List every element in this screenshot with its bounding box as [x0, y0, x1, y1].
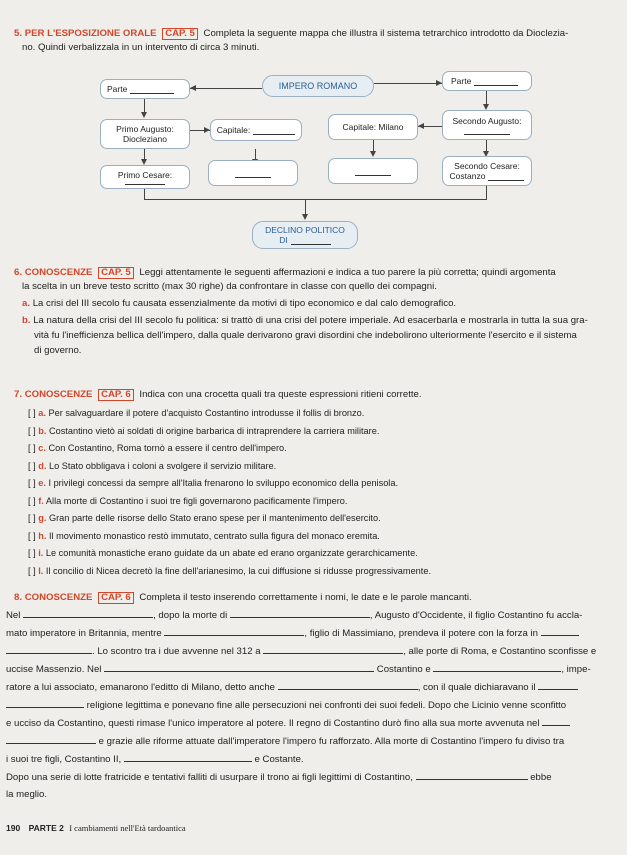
ex7-item-text: Le comunità monastiche erano guidate da un abate ed erano organizzate gerarchicamente.	[45, 548, 418, 558]
ex8-text: , Augusto d'Occidente, il figlio Costantino fu accla-	[369, 610, 583, 621]
ex7-checkbox[interactable]: [ ]	[28, 548, 36, 558]
ex8-line-10	[6, 771, 552, 784]
ex7-item-letter: h.	[38, 530, 47, 541]
ex8-blank[interactable]	[263, 645, 403, 654]
ex8-blank[interactable]	[23, 609, 153, 618]
ex6-option-b-text-line2: vità fu l'inefficienza bellica dell'impero, dalla quale derivarono gravi disordini che indebolirono ulteriormente l'esercito e il sistema	[34, 330, 577, 341]
ex7-checkbox[interactable]: [ ]	[28, 408, 36, 418]
ex7-item-text: Alla morte di Costantino i suoi tre figli governarono pacificamente l'impero.	[45, 495, 348, 506]
ex7-item-text: Con Costantino, Roma tornò a essere il centro dell'impero.	[48, 443, 287, 453]
map-primo-cesare-blank	[125, 180, 165, 185]
ex8-line-2	[6, 627, 579, 640]
ex5-chapter-badge: CAP. 5	[162, 28, 198, 40]
ex6-option-b[interactable]	[22, 315, 588, 327]
ex8-blank[interactable]	[124, 753, 252, 762]
map-line-horizontal	[144, 199, 487, 200]
ex8-blank[interactable]	[230, 609, 370, 618]
ex7-item[interactable]	[28, 408, 431, 426]
ex7-checkbox[interactable]: [ ]	[28, 460, 36, 471]
ex7-item[interactable]	[28, 513, 431, 531]
ex8-text: , alle porte di Roma, e Costantino sconfisse e	[403, 646, 597, 657]
ex7-checkbox[interactable]: [ ]	[28, 478, 36, 488]
ex8-blank[interactable]	[104, 663, 374, 672]
ex8-text: ratore a lui associato, emanarono l'editto di Milano, detto anche	[6, 682, 276, 693]
ex8-instruction: Completa il testo inserendo correttamente i nomi, le date e le parole mancanti.	[139, 592, 472, 603]
ex6-option-b-text-line1: La natura della crisi del III secolo fu politica: si trattò di una crisi del potere imperiale. Ad esacerbarla e mostrarla in tutta la sua gra-	[33, 315, 588, 326]
ex7-item-text: Lo Stato obbligava i coloni a svolgere il servizio militare.	[48, 460, 277, 471]
ex8-text: , figlio di Massimiano, prendeva il potere con la forza in	[304, 628, 538, 639]
ex6-option-a-text: La crisi del III secolo fu causata essenzialmente da motivi di tipo economico e dal calo demografico.	[32, 298, 457, 309]
ex7-item-text: Per salvaguardare il potere d'acquisto Costantino introdusse il follis di bronzo.	[48, 408, 365, 418]
ex8-text: e Costante.	[254, 754, 304, 765]
map-capitale-milano-label: Capitale: Milano	[342, 122, 404, 132]
ex8-text: Nel	[6, 610, 21, 621]
ex8-chapter-badge: CAP. 6	[98, 592, 134, 604]
ex7-checkbox[interactable]: [ ]	[28, 425, 36, 436]
map-blank-1	[235, 169, 271, 178]
ex8-line-11: la meglio.	[6, 789, 48, 800]
map-primo-augusto-name: Diocleziano	[123, 134, 167, 144]
ex7-item-letter: c.	[38, 443, 46, 453]
map-arrowhead	[190, 85, 196, 91]
ex8-blank[interactable]	[278, 681, 418, 690]
ex7-item[interactable]	[28, 443, 431, 461]
ex6-option-a-letter: a.	[22, 298, 31, 309]
map-line-down	[144, 189, 145, 199]
map-box-secondo-augusto[interactable]	[442, 110, 532, 140]
ex8-number: 8.	[14, 592, 23, 603]
ex8-line-3	[6, 645, 596, 658]
ex6-number: 6.	[14, 267, 23, 278]
map-line-impero-left	[190, 88, 262, 89]
ex6-heading: CONOSCENZE	[24, 267, 93, 278]
ex7-item[interactable]	[28, 496, 431, 514]
ex6-instruction-line2: la scelta in un breve testo scritto (max 30 righe) da confrontare in classe con quello dei compagni.	[22, 281, 437, 292]
ex7-item-text: Il concilio di Nicea decretò la fine dell'arianesimo, la cui diffusione si ridusse progressivamente.	[45, 565, 432, 576]
ex8-line-1	[6, 609, 582, 622]
ex7-checkbox[interactable]: [ ]	[28, 513, 36, 523]
map-line-impero-right	[374, 83, 442, 84]
ex8-text: , dopo la morte di	[153, 610, 228, 621]
map-arrowhead	[204, 127, 210, 133]
ex7-item[interactable]	[28, 531, 431, 549]
ex8-line-8	[6, 735, 564, 748]
map-box-primo-augusto	[100, 119, 190, 149]
map-primo-augusto-label: Primo Augusto:	[116, 124, 174, 134]
map-arrowhead	[436, 80, 442, 86]
map-impero-label: IMPERO ROMANO	[278, 81, 358, 91]
ex8-text: , con il quale dichiaravano il	[417, 682, 536, 693]
ex8-text: mato imperatore in Britannia, mentre	[6, 628, 162, 639]
map-box-capitale-milano	[328, 114, 418, 140]
map-secondo-augusto-blank	[464, 126, 510, 135]
ex5-number: 5.	[14, 28, 23, 39]
ex7-checkbox[interactable]: [ ]	[28, 565, 36, 576]
ex8-blank[interactable]	[542, 717, 570, 726]
ex5-title	[14, 28, 568, 40]
map-parte-left-blank	[130, 85, 174, 94]
footer-title: I cambiamenti nell'Età tardoantica	[69, 823, 186, 833]
ex8-blank[interactable]	[433, 663, 561, 672]
ex8-heading: CONOSCENZE	[24, 592, 93, 603]
ex7-item-letter: b.	[38, 425, 47, 436]
map-declino-label: DECLINO POLITICO	[265, 225, 345, 235]
ex8-blank[interactable]	[6, 699, 84, 708]
ex8-blank[interactable]	[541, 627, 579, 636]
ex8-title	[14, 592, 472, 604]
ex7-title	[14, 389, 422, 401]
ex8-blank[interactable]	[6, 735, 96, 744]
map-line-down	[305, 199, 306, 215]
ex8-text: Dopo una serie di lotte fratricide e tentativi falliti di usurpare il trono ai figli legittimi di Costantino,	[6, 772, 413, 783]
ex7-item[interactable]	[28, 461, 431, 479]
ex8-blank[interactable]	[538, 681, 578, 690]
ex8-text: , impe-	[561, 664, 591, 675]
ex7-instruction: Indica con una crocetta quali tra queste espressioni ritieni corrette.	[139, 389, 422, 400]
ex7-item[interactable]	[28, 548, 431, 566]
ex7-item-letter: a.	[38, 408, 46, 418]
ex8-line-7	[6, 717, 570, 730]
ex7-item[interactable]	[28, 566, 431, 584]
map-box-impero-romano	[262, 75, 374, 97]
map-box-blank-1[interactable]	[208, 160, 298, 186]
ex6-option-b-text-line3: di governo.	[34, 345, 82, 356]
ex7-number: 7.	[14, 389, 23, 400]
ex5-instruction: Completa la seguente mappa che illustra il sistema tetrarchico introdotto da Dioclezia-	[203, 28, 569, 39]
map-capitale-blank	[253, 126, 295, 135]
map-box-primo-cesare[interactable]	[100, 165, 190, 189]
ex7-item-letter: l.	[38, 565, 44, 576]
map-line-down	[144, 99, 145, 113]
map-secondo-cesare-blank	[488, 172, 524, 181]
ex8-blank[interactable]	[164, 627, 304, 636]
ex8-text: ebbe	[530, 772, 552, 783]
map-box-blank-2[interactable]	[328, 158, 418, 184]
map-box-capitale-blank[interactable]	[210, 119, 302, 141]
map-declino-di: DI	[279, 235, 288, 245]
map-arrowhead	[302, 214, 308, 220]
ex5-instruction-line2: no. Quindi verbalizzala in un intervento di circa 3 minuti.	[22, 42, 260, 53]
ex7-item-letter: e.	[38, 478, 46, 488]
map-arrowhead	[418, 123, 424, 129]
ex7-item-text: Il movimento monastico restò immutato, centrato sulla figura del monaco eremita.	[48, 530, 380, 541]
ex6-option-a[interactable]	[22, 298, 456, 310]
ex8-blank[interactable]	[6, 645, 92, 654]
map-blank-2	[355, 167, 391, 176]
map-line-down	[486, 91, 487, 105]
map-secondo-augusto-label: Secondo Augusto:	[452, 115, 522, 126]
map-parte-right-label: Parte	[451, 76, 472, 86]
ex6-option-b-letter: b.	[22, 315, 31, 326]
page-number: 190	[6, 823, 21, 833]
ex7-checkbox[interactable]: [ ]	[28, 495, 36, 506]
ex7-checkbox[interactable]: [ ]	[28, 530, 36, 541]
ex8-line-4	[6, 663, 591, 676]
ex8-text: i suoi tre figli, Costantino II,	[6, 754, 122, 765]
map-box-parte-left[interactable]	[100, 79, 190, 99]
ex8-line-9	[6, 753, 304, 766]
ex8-text: e ucciso da Costantino, questi rimase l'unico imperatore al potere. Il regno di Costantino durò fino alla sua morte avvenuta nel	[6, 718, 540, 729]
map-declino-blank	[291, 236, 331, 245]
ex8-line-5	[6, 681, 578, 694]
map-box-secondo-cesare[interactable]	[442, 156, 532, 186]
ex6-instruction: Leggi attentamente le seguenti affermazioni e indica a tuo parere la più corretta; quindi argomenta	[139, 267, 556, 278]
ex6-title	[14, 267, 556, 279]
ex7-item-letter: i.	[38, 548, 44, 558]
ex7-item-letter: d.	[38, 460, 47, 471]
map-box-parte-right[interactable]	[442, 71, 532, 91]
ex7-heading: CONOSCENZE	[24, 389, 93, 400]
ex7-item[interactable]	[28, 478, 431, 496]
map-box-declino[interactable]	[252, 221, 358, 249]
ex8-text: religione legittima e ponevano fine alle persecuzioni nei confronti dei suoi fedeli. Dopo che Licinio venne sconfitto	[86, 700, 567, 711]
map-primo-cesare-label: Primo Cesare:	[117, 169, 173, 180]
footer-part: PARTE 2	[28, 823, 64, 833]
map-arrowhead	[141, 112, 147, 118]
ex7-item[interactable]	[28, 426, 431, 444]
ex7-item-text: I privilegi concessi da sempre all'Italia frenarono lo sviluppo economico della penisola.	[48, 478, 399, 488]
map-parte-right-blank	[474, 77, 518, 86]
ex7-item-letter: g.	[38, 513, 47, 523]
map-secondo-cesare-name: Costanzo	[449, 171, 486, 181]
ex7-chapter-badge: CAP. 6	[98, 389, 134, 401]
map-line-down	[486, 186, 487, 199]
ex8-text: Costantino e	[376, 664, 431, 675]
map-capitale-label: Capitale:	[216, 125, 251, 135]
page-footer	[6, 823, 186, 834]
ex8-text: uccise Massenzio. Nel	[6, 664, 102, 675]
ex8-line-6	[6, 699, 566, 712]
ex8-blank[interactable]	[416, 771, 528, 780]
ex7-list	[28, 408, 431, 583]
ex7-item-letter: f.	[38, 495, 44, 506]
ex8-text: e grazie alle riforme attuate dall'imperatore l'impero fu rafforzato. Alla morte di Costantino l'impero fu diviso tra	[98, 736, 565, 747]
ex8-text: . Lo scontro tra i due avvenne nel 312 a	[92, 646, 261, 657]
ex7-item-text: Costantino vietò ai soldati di origine barbarica di intraprendere la carriera militare.	[48, 425, 380, 436]
ex7-item-text: Gran parte delle risorse dello Stato erano spese per il mantenimento dell'esercito.	[48, 513, 381, 523]
map-parte-left-label: Parte	[107, 84, 128, 94]
map-arrowhead	[370, 151, 376, 157]
ex7-checkbox[interactable]: [ ]	[28, 443, 36, 453]
ex6-chapter-badge: CAP. 5	[98, 267, 134, 279]
map-secondo-cesare-label: Secondo Cesare:	[454, 161, 520, 171]
ex5-heading: PER L'ESPOSIZIONE ORALE	[24, 28, 157, 39]
